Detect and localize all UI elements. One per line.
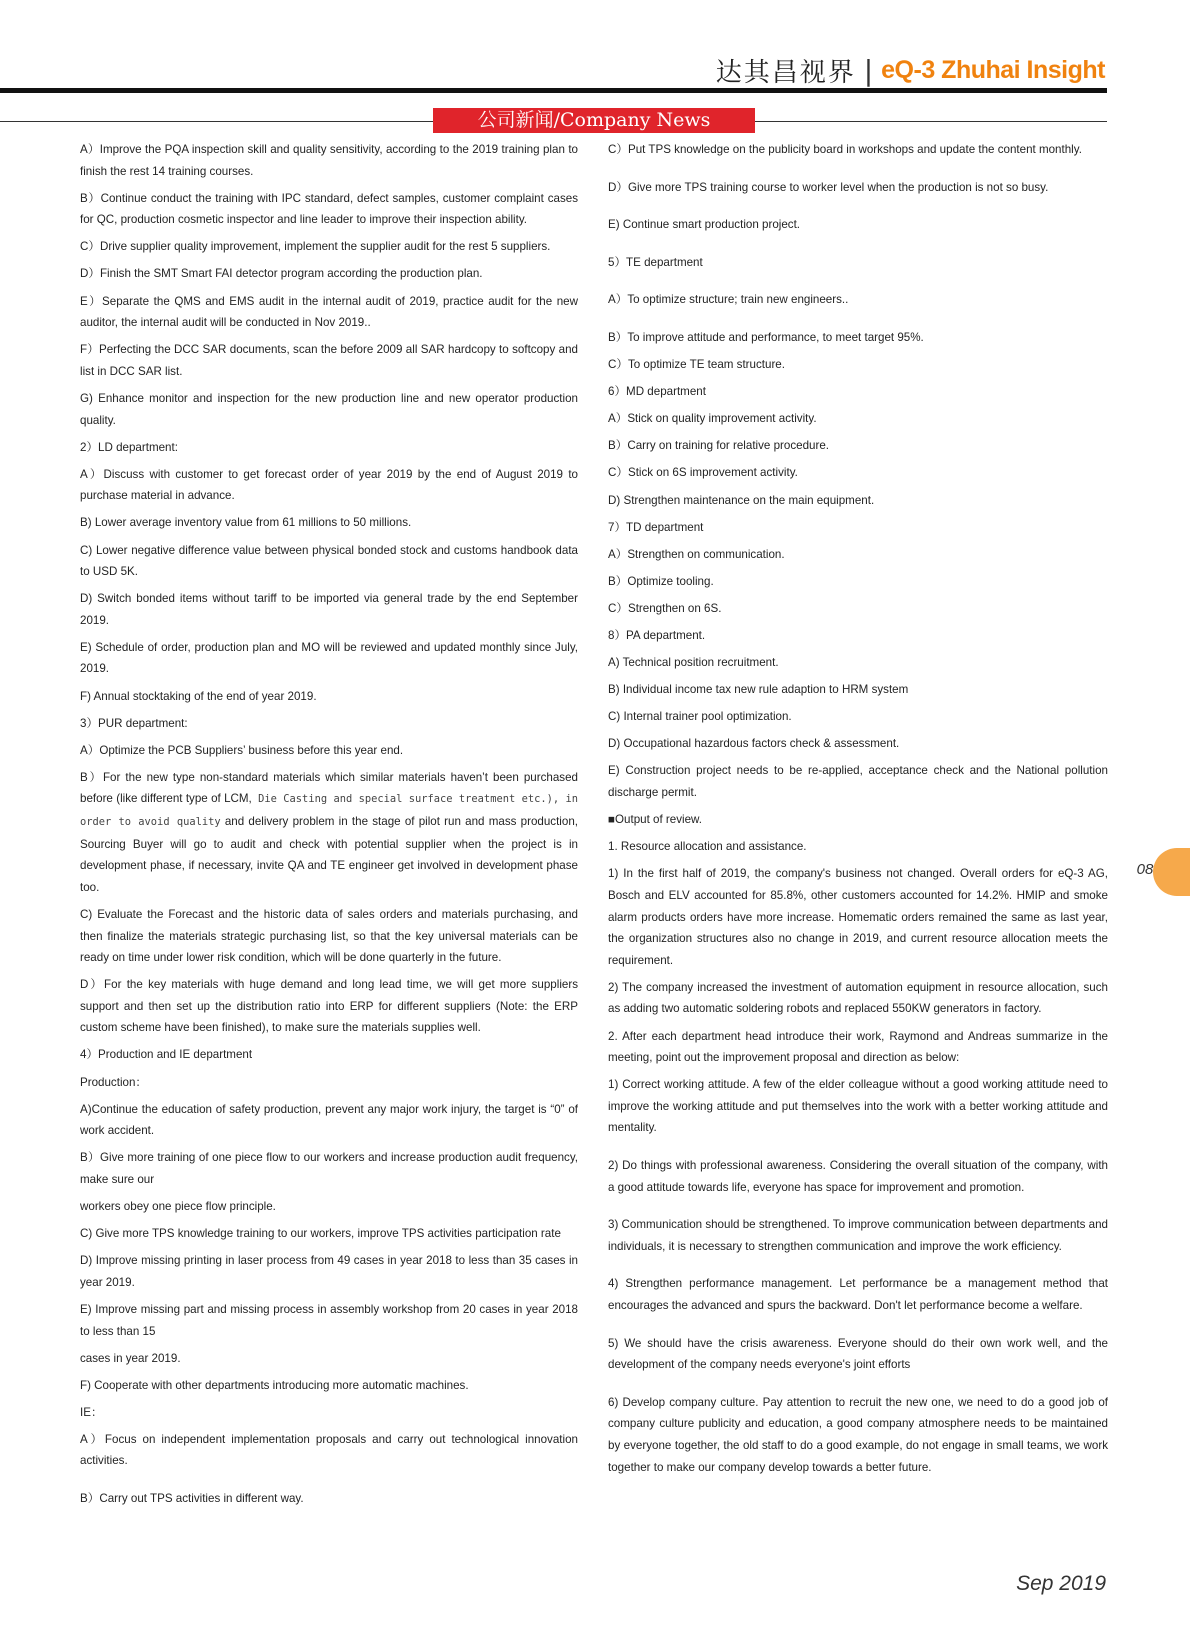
paragraph: cases in year 2019. — [80, 1351, 181, 1365]
paragraph: B) Individual income tax new rule adaption to HRM system — [608, 683, 909, 697]
paragraph: A) Technical position recruitment. — [608, 656, 779, 670]
paragraph: F) Cooperate with other departments introducing more automatic machines. — [80, 1378, 469, 1392]
paragraph: 2) The company increased the investment of automation equipment in resource allocation, such as adding two automatic soldering robots and replaced 550KW generators in factory. — [608, 980, 1108, 1016]
paragraph: B）Give more training of one piece flow to our workers and increase production audit frequency, make sure our — [80, 1151, 578, 1186]
paragraph: C) Lower negative difference value between physical bonded stock and customs handbook data to USD 5K. — [80, 543, 578, 579]
paragraph: F）Perfecting the DCC SAR documents, scan the before 2009 all SAR hardcopy to softcopy and list in DCC SAR list. — [80, 343, 578, 378]
paragraph: 4) Strengthen performance management. Let performance be a management method that encourages the advanced and spurs the backward. Don't let performance become a welfare. — [608, 1277, 1108, 1312]
masthead — [716, 50, 1105, 90]
paragraph: C）Strengthen on 6S. — [608, 601, 722, 615]
section-heading: 3）PUR department: — [80, 716, 188, 730]
paragraph — [80, 767, 578, 899]
subheading: IE： — [80, 1405, 103, 1419]
subheading: Production： — [80, 1075, 148, 1089]
paragraph: A)Continue the education of safety production, prevent any major work injury, the target is “0” of work accident. — [80, 1102, 578, 1138]
paragraph: F) Annual stocktaking of the end of year 2019. — [80, 689, 317, 703]
left-column — [80, 139, 578, 1515]
paragraph: 5) We should have the crisis awareness. Everyone should do their own work well, and the development of the company needs everyone's joint efforts — [608, 1336, 1108, 1372]
paragraph: A）Discuss with customer to get forecast order of year 2019 by the end of August 2019 to purchase material in advance. — [80, 467, 578, 503]
paragraph: E) Construction project needs to be re-applied, acceptance check and the National pollution discharge permit. — [608, 764, 1108, 800]
paragraph-text: B）For the new type non-standard materials which similar materials haven’t been purchased before (like different type of LCM, — [80, 770, 578, 806]
paragraph: G) Enhance monitor and inspection for the new production line and new operator production quality. — [80, 391, 578, 427]
paragraph: E) Schedule of order, production plan and MO will be reviewed and updated monthly since July, 2019. — [80, 640, 578, 676]
section-heading: 4）Production and IE department — [80, 1048, 253, 1062]
section-heading: ■Output of review. — [608, 813, 703, 827]
paragraph: B）To improve attitude and performance, to meet target 95%. — [608, 330, 924, 344]
paragraph-text-mono: Die Casting and special surface treatment etc.), in order to avoid quality — [80, 793, 579, 829]
paragraph: 1) In the first half of 2019, the company's business not changed. Overall orders for eQ-3 AG, Bosch and ELV accounted for 85.8%, other customers accounted for 14.2%. HMIP and smoke alarm products orders have more increase. Homematic orders remained the same as last year, the organization structures also no change in 2019, and current resource allocation meets the requirement. — [608, 867, 1108, 967]
section-heading: 6）MD department — [608, 385, 706, 399]
masthead-english-title: eQ-3 Zhuhai Insight — [881, 55, 1105, 84]
paragraph: D) Improve missing printing in laser process from 49 cases in year 2018 to less than 35 cases in year 2019. — [80, 1254, 578, 1289]
paragraph: A）Optimize the PCB Suppliers’ business before this year end. — [80, 743, 404, 757]
paragraph: D) Strengthen maintenance on the main equipment. — [608, 493, 875, 507]
paragraph: E）Separate the QMS and EMS audit in the internal audit of 2019, practice audit for the new auditor, the internal audit will be conducted in Nov 2019.. — [80, 294, 578, 330]
paragraph: C）To optimize TE team structure. — [608, 358, 785, 372]
paragraph: D）Finish the SMT Smart FAI detector program according the production plan. — [80, 267, 483, 281]
section-tag-company-news — [433, 108, 755, 133]
paragraph: B）Carry out TPS activities in different way. — [80, 1492, 304, 1506]
footer-date: Sep 2019 — [1016, 1572, 1106, 1595]
section-tag-chinese: 公司新闻 — [477, 109, 554, 131]
paragraph: D）For the key materials with huge demand and long lead time, we will get more suppliers support and then set up the distribution ratio into ERP for different suppliers (Note: the ERP custom scheme have been finished), to make sure the materials supplies well. — [80, 978, 578, 1035]
header-thick-rule — [0, 88, 1107, 93]
paragraph: 2) Do things with professional awareness. Considering the overall situation of the company, with a good attitude towards life, everyone has space for improvement and promotion. — [608, 1158, 1108, 1194]
paragraph: C）Put TPS knowledge on the publicity board in workshops and update the content monthly. — [608, 143, 1082, 156]
masthead-chinese-title: 达其昌视界 — [715, 57, 856, 88]
paragraph: D）Give more TPS training course to worker level when the production is not so busy. — [608, 180, 1049, 194]
paragraph: A）To optimize structure; train new engineers.. — [608, 293, 849, 307]
paragraph: B）Continue conduct the training with IPC standard, defect samples, customer complaint cases for QC, production cosmetic inspector and line leader to improve their inspection ability. — [80, 191, 578, 227]
section-heading: 5）TE department — [608, 255, 703, 269]
paragraph: B）Carry on training for relative procedure. — [608, 439, 830, 453]
paragraph: C) Evaluate the Forecast and the historic data of sales orders and materials purchasing, and then finalize the materials strategic purchasing list, so that the key universal materials can be ready on time under lower risk condition, which will be done quarterly in the future. — [80, 907, 578, 965]
paragraph: workers obey one piece flow principle. — [80, 1200, 276, 1214]
paragraph: 6) Develop company culture. Pay attention to recruit the new one, we need to do a good job of company culture publicity and education, a good company atmosphere needs to be maintained by everyone together, the old staff to do a good example, do not engage in small teams, we work together to make our company develop towards a better future. — [608, 1395, 1108, 1474]
paragraph: 3) Communication should be strengthened. To improve communication between departments and individuals, it is necessary to strengthen communication and improve the work efficiency. — [608, 1218, 1108, 1253]
section-heading: 8）PA department. — [608, 629, 706, 642]
paragraph: 1) Correct working attitude. A few of the elder colleague without a good working attitude need to improve the working attitude and put themselves into the work with a better working attitude and mentality. — [608, 1078, 1108, 1135]
page-tab-marker — [1153, 848, 1190, 896]
section-tag-slash: / — [553, 109, 561, 131]
right-column — [608, 139, 1108, 1484]
section-tag-english: Company News — [560, 109, 711, 131]
section-heading: 1. Resource allocation and assistance. — [608, 840, 807, 854]
paragraph: A）Stick on quality improvement activity. — [608, 412, 817, 426]
paragraph: D) Occupational hazardous factors check & assessment. — [608, 737, 900, 751]
paragraph: B) Lower average inventory value from 61 millions to 50 millions. — [80, 516, 412, 530]
paragraph: E) Improve missing part and missing process in assembly workshop from 20 cases in year 2018 to less than 15 — [80, 1302, 578, 1338]
paragraph: C) Internal trainer pool optimization. — [608, 710, 792, 724]
paragraph: E) Continue smart production project. — [608, 218, 801, 232]
masthead-separator: | — [863, 53, 874, 87]
paragraph: C）Stick on 6S improvement activity. — [608, 466, 798, 480]
paragraph: C）Drive supplier quality improvement, implement the supplier audit for the rest 5 suppliers. — [80, 240, 551, 254]
paragraph: B）Optimize tooling. — [608, 574, 714, 588]
paragraph: A）Strengthen on communication. — [608, 547, 785, 561]
paragraph: A）Improve the PQA inspection skill and quality sensitivity, according to the 2019 training plan to finish the rest 14 training courses. — [80, 143, 578, 178]
paragraph: C) Give more TPS knowledge training to our workers, improve TPS activities participation rate — [80, 1227, 561, 1241]
section-heading: 7）TD department — [608, 520, 704, 534]
paragraph: 2. After each department head introduce their work, Raymond and Andreas summarize in the meeting, point out the improvement proposal and direction as below: — [608, 1029, 1108, 1065]
paragraph: D) Switch bonded items without tariff to be imported via general trade by the end September 2019. — [80, 592, 578, 627]
page-number: 08 — [1136, 861, 1154, 878]
paragraph: A）Focus on independent implementation proposals and carry out technological innovation activities. — [80, 1432, 578, 1468]
section-heading: 2）LD department: — [80, 440, 178, 454]
paragraph-text: and delivery problem in the stage of pilot run and mass production, Sourcing Buyer will go to audit and check with potential supplier when the project is in development phase, if necessary, invite QA and TE engineer get involved in development phase too. — [80, 815, 578, 894]
